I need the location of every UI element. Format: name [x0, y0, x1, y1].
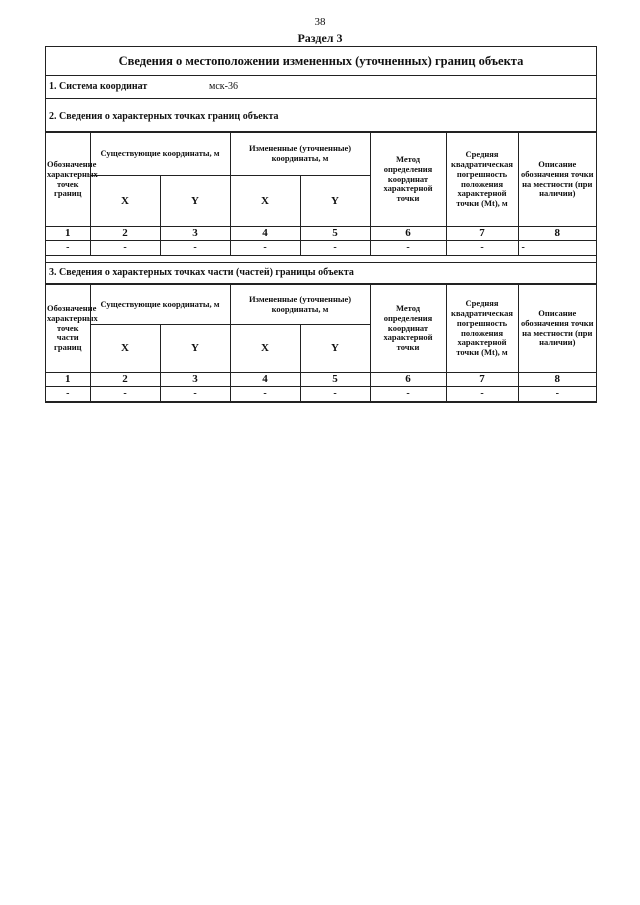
table-cell: - [90, 387, 160, 402]
coordinate-system-row [46, 76, 596, 99]
col-x-changed: X [230, 325, 300, 373]
col-designation: Обозначение характерных точек части границ [46, 285, 90, 373]
column-number: 7 [446, 227, 518, 241]
table-cell: - [370, 387, 446, 402]
table-cell: - [46, 241, 90, 256]
col-changed-coords: Измененные (уточненные) координаты, м [230, 285, 370, 325]
coordinate-system-value: мск-36 [209, 81, 238, 92]
column-number: 6 [370, 227, 446, 241]
column-numbers-row [46, 373, 596, 387]
col-y-changed: Y [300, 325, 370, 373]
section-title: Раздел 3 [297, 31, 343, 45]
col-method: Метод определения координат характерной точки [370, 285, 446, 373]
column-number: 8 [518, 227, 596, 241]
table2-heading: 3. Сведения о характерных точках части (частей) границы объекта [46, 262, 596, 284]
col-method: Метод определения координат характерной точки [370, 133, 446, 227]
col-existing-coords: Существующие координаты, м [90, 133, 230, 176]
page-number: 38 [314, 16, 326, 28]
col-y-changed: Y [300, 176, 370, 227]
table-row [46, 241, 596, 256]
col-existing-coords: Существующие координаты, м [90, 285, 230, 325]
frame-title: Сведения о местоположении измененных (уточненных) границ объекта [46, 47, 596, 76]
col-error: Средняя квадратическая погрешность положения характерной точки (Mt), м [446, 285, 518, 373]
column-number: 3 [160, 227, 230, 241]
table1-heading: 2. Сведения о характерных точках границ объекта [46, 99, 596, 132]
table-cell: - [300, 387, 370, 402]
table-cell: - [446, 387, 518, 402]
table-row [46, 387, 596, 402]
col-description: Описание обозначения точки на местности (при наличии) [518, 133, 596, 227]
coordinate-system-label: 1. Система координат [49, 81, 148, 92]
column-number: 4 [230, 227, 300, 241]
column-number: 1 [46, 227, 90, 241]
col-x-existing: X [90, 325, 160, 373]
boundary-part-points-table [46, 284, 596, 402]
column-number: 3 [160, 373, 230, 387]
column-number: 5 [300, 373, 370, 387]
table-cell: - [230, 241, 300, 256]
table-cell: - [370, 241, 446, 256]
column-number: 7 [446, 373, 518, 387]
table-cell: - [160, 241, 230, 256]
column-number: 6 [370, 373, 446, 387]
table-cell: - [160, 387, 230, 402]
table-cell: - [46, 387, 90, 402]
column-number: 8 [518, 373, 596, 387]
col-error: Средняя квадратическая погрешность положения характерной точки (Mt), м [446, 133, 518, 227]
boundary-points-table [46, 132, 596, 256]
column-number: 2 [90, 227, 160, 241]
column-number: 5 [300, 227, 370, 241]
col-x-changed: X [230, 176, 300, 227]
col-y-existing: Y [160, 325, 230, 373]
table-cell: - [300, 241, 370, 256]
column-number: 1 [46, 373, 90, 387]
col-x-existing: X [90, 176, 160, 227]
col-designation: Обозначение характерных точек границ [46, 133, 90, 227]
col-changed-coords: Измененные (уточненные) координаты, м [230, 133, 370, 176]
table-cell: - [90, 241, 160, 256]
boundary-info-frame [45, 46, 597, 403]
table-cell: - [446, 241, 518, 256]
table-cell: - [518, 387, 596, 402]
col-description: Описание обозначения точки на местности (при наличии) [518, 285, 596, 373]
column-number: 4 [230, 373, 300, 387]
table-cell: - [518, 241, 596, 256]
column-number: 2 [90, 373, 160, 387]
col-y-existing: Y [160, 176, 230, 227]
column-numbers-row [46, 227, 596, 241]
table-cell: - [230, 387, 300, 402]
